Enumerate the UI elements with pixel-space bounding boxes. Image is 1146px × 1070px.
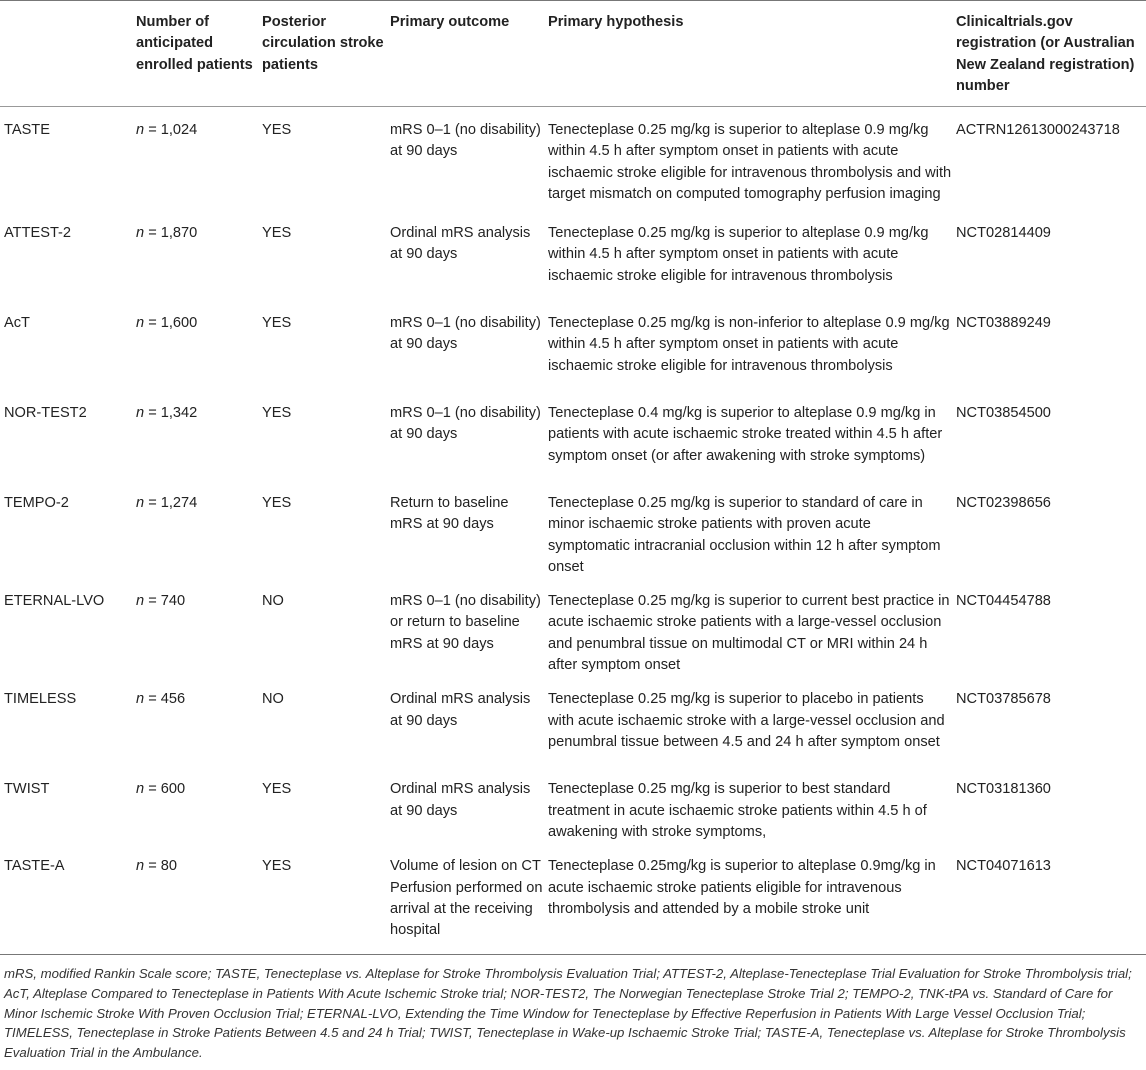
trial-name: TIMELESS (4, 691, 77, 708)
header-enrolled: Number of anticipated enrolled patients (136, 14, 253, 73)
enrolled-value: = 600 (148, 781, 186, 798)
table-row (0, 300, 1146, 390)
registration-number: NCT03181360 (956, 781, 1051, 798)
posterior-flag: YES (262, 315, 292, 331)
registration-number: NCT03785678 (956, 691, 1051, 708)
enrolled-count (132, 480, 258, 578)
n-symbol: n (136, 593, 145, 610)
trial-name: NOR-TEST2 (4, 405, 87, 421)
trial-name: ATTEST-2 (4, 225, 72, 241)
registration-number: ACTRN12613000243718 (956, 122, 1120, 138)
registration-number: NCT03854500 (956, 405, 1051, 421)
registration-number: NCT04071613 (956, 858, 1051, 875)
primary-hypothesis: Tenecteplase 0.25 mg/kg is superior to standard of care in minor ischaemic stroke patients with proven acute symptomatic intracranial occlusion within 12 h after symptom onset (548, 495, 941, 575)
n-symbol: n (136, 225, 145, 241)
enrolled-value: = 456 (148, 691, 186, 708)
header-hypothesis: Primary hypothesis (548, 14, 684, 30)
table-row (0, 766, 1146, 843)
table-footnote: mRS, modified Rankin Scale score; TASTE, Tenecteplase vs. Alteplase for Stroke Thrombolysis Evaluation Trial; ATTEST-2, Alteplase-Tenecteplase Trial Evaluation for Stroke Thrombolysis trial; AcT, Alteplase Compared to Tenecteplase in Patients With Acute Ischemic Stroke trial; NOR-TEST2, The Norwegian Tenecteplase Stroke Trial 2; TEMPO-2, TNK-tPA vs. Standard of Care for Minor Ischemic Stroke With Proven Occlusion Trial; ETERNAL-LVO, Extending the Time Window for Tenecteplase by Effective Reperfusion in Patients With Large Vessel Occlusion Trial; TIMELESS, Tenecteplase in Stroke Patients Between 4.5 and 24 h Trial; TWIST, Tenecteplase in Wake-up Ischaemic Stroke Trial; TASTE-A, Tenecteplase vs. Alteplase for Stroke Thrombolysis Evaluation Trial in the Ambulance. (4, 966, 1132, 1061)
posterior-flag: YES (262, 225, 292, 241)
primary-outcome: Ordinal mRS analysis at 90 days (390, 225, 531, 263)
table-row (0, 106, 1146, 210)
primary-outcome: Return to baseline mRS at 90 days (390, 495, 509, 533)
header-row (0, 0, 1146, 106)
enrolled-count (132, 843, 258, 958)
header-trial (0, 0, 132, 106)
primary-outcome: mRS 0–1 (no disability) at 90 days (390, 315, 541, 353)
registration-number: NCT03889249 (956, 315, 1051, 331)
enrolled-count (132, 210, 258, 300)
n-symbol: n (136, 495, 145, 511)
posterior-flag: YES (262, 405, 292, 421)
posterior-flag: YES (262, 858, 292, 875)
primary-outcome: mRS 0–1 (no disability) at 90 days (390, 405, 541, 443)
posterior-flag: NO (262, 593, 284, 610)
primary-hypothesis: Tenecteplase 0.25 mg/kg is superior to best standard treatment in acute ischaemic stroke patients within 4.5 h of awakening with stroke symptoms, (548, 781, 927, 840)
primary-hypothesis: Tenecteplase 0.25mg/kg is superior to alteplase 0.9mg/kg in acute ischaemic stroke patients eligible for intravenous thrombolysis and attended by a mobile stroke unit (548, 858, 936, 917)
enrolled-count (132, 106, 258, 210)
trial-name: TEMPO-2 (4, 495, 69, 511)
table-row (0, 578, 1146, 676)
primary-hypothesis: Tenecteplase 0.25 mg/kg is superior to alteplase 0.9 mg/kg within 4.5 h after symptom onset in patients with acute ischaemic stroke eligible for intravenous thrombolysis (548, 225, 929, 284)
table-row (0, 210, 1146, 300)
enrolled-count (132, 766, 258, 843)
primary-outcome: mRS 0–1 (no disability) or return to baseline mRS at 90 days (390, 593, 541, 652)
primary-outcome: mRS 0–1 (no disability) at 90 days (390, 122, 541, 160)
enrolled-count (132, 390, 258, 480)
primary-hypothesis: Tenecteplase 0.25 mg/kg is superior to alteplase 0.9 mg/kg within 4.5 h after symptom onset in patients with acute ischaemic stroke eligible for intravenous thrombolysis and with target mismatch on computed tomography perfusion imaging (548, 122, 952, 202)
enrolled-value: = 1,600 (148, 315, 198, 331)
table-row (0, 843, 1146, 958)
enrolled-value: = 1,342 (148, 405, 198, 421)
enrolled-count (132, 578, 258, 676)
posterior-flag: YES (262, 495, 292, 511)
enrolled-count (132, 300, 258, 390)
primary-hypothesis: Tenecteplase 0.25 mg/kg is superior to current best practice in acute ischaemic stroke patients with a large-vessel occlusion and penumbral tissue on multimodal CT or MRI within 24 h after symptom onset (548, 593, 950, 674)
n-symbol: n (136, 122, 145, 138)
n-symbol: n (136, 858, 145, 875)
enrolled-value: = 740 (148, 593, 186, 610)
enrolled-count (132, 676, 258, 766)
n-symbol: n (136, 691, 145, 708)
primary-hypothesis: Tenecteplase 0.4 mg/kg is superior to alteplase 0.9 mg/kg in patients with acute ischaemic stroke treated within 4.5 h after symptom onset (or after awakening with stroke symptoms) (548, 405, 943, 464)
table-row (0, 390, 1146, 480)
trial-name: TASTE-A (4, 858, 65, 875)
table-row (0, 676, 1146, 766)
enrolled-value: = 80 (148, 858, 177, 875)
primary-outcome: Volume of lesion on CT Perfusion performed on arrival at the receiving hospital (390, 858, 543, 939)
registration-number: NCT02398656 (956, 495, 1051, 511)
posterior-flag: YES (262, 781, 292, 798)
primary-outcome: Ordinal mRS analysis at 90 days (390, 781, 531, 819)
trial-name: AcT (4, 315, 30, 331)
enrolled-value: = 1,024 (148, 122, 198, 138)
header-posterior: Posterior circulation stroke patients (262, 14, 384, 73)
n-symbol: n (136, 405, 145, 421)
n-symbol: n (136, 781, 145, 798)
posterior-flag: YES (262, 122, 292, 138)
trial-name: TASTE (4, 122, 50, 138)
enrolled-value: = 1,870 (148, 225, 198, 241)
n-symbol: n (136, 315, 145, 331)
trial-name: ETERNAL-LVO (4, 593, 105, 610)
registration-number: NCT02814409 (956, 225, 1051, 241)
header-outcome: Primary outcome (390, 14, 510, 30)
primary-hypothesis: Tenecteplase 0.25 mg/kg is non-inferior to alteplase 0.9 mg/kg within 4.5 h after symptom onset in patients with acute ischaemic stroke eligible for intravenous thrombolysis (548, 315, 950, 374)
posterior-flag: NO (262, 691, 284, 708)
registration-number: NCT04454788 (956, 593, 1051, 610)
table-row (0, 480, 1146, 578)
trial-name: TWIST (4, 781, 50, 798)
primary-hypothesis: Tenecteplase 0.25 mg/kg is superior to placebo in patients with acute ischaemic stroke with a large-vessel occlusion and penumbral tissue between 4.5 and 24 h after symptom onset (548, 691, 945, 750)
header-registration: Clinicaltrials.gov registration (or Australian New Zealand registration) number (956, 14, 1135, 94)
enrolled-value: = 1,274 (148, 495, 198, 511)
primary-outcome: Ordinal mRS analysis at 90 days (390, 691, 531, 729)
